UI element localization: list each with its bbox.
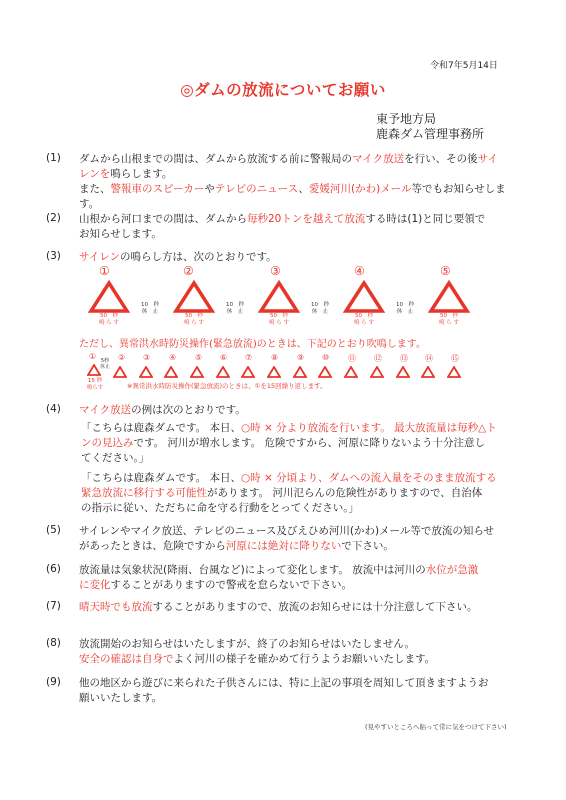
siren-triangle-small-icon <box>344 366 358 378</box>
siren-triangle-icon <box>343 280 385 314</box>
date: 令和7年5月14日 <box>430 61 498 71</box>
rest-duration-label: 10 秒 休 止 <box>396 302 414 315</box>
emergency-step-1: ① <box>89 352 97 361</box>
emergency-note: ただし、異常洪水時防災操作(緊急放流)のときは、下記のとおり吹鳴します。 <box>79 339 427 350</box>
section-4-text: マイク放送の例は次のとおりです。 <box>79 404 246 416</box>
item-number-9: (9) <box>46 676 61 688</box>
siren-triangle-small-icon <box>421 366 435 378</box>
sound-duration-label: 50 秒 鳴 ら す <box>184 313 204 326</box>
section-9-text: 他の地区から遊びに来られた子供さんには、特に上記の事項を周知して頂きますようお 願いいたします。 <box>79 677 489 704</box>
item-number-1: (1) <box>46 152 61 164</box>
issuer-dam-office: 鹿森ダム管理事務所 <box>376 127 485 141</box>
rest-duration-label: 10 秒 休 止 <box>141 302 159 315</box>
section-1-text: ダムから山根までの間は、ダムから放流する前に警報局のマイク放送を行い、その後サイ レンを鳴らします。 また、警報車のスピーカーやテレビのニュース、愛媛河川(かわ)メール等でもお知らせします。 <box>79 153 506 210</box>
emergency-step-5: ⑤ <box>195 353 203 362</box>
issuer-office: 東予地方局 <box>376 112 437 126</box>
item-number-2: (2) <box>46 212 61 224</box>
siren-triangle-small-icon <box>216 366 230 378</box>
item-number-3: (3) <box>46 250 61 262</box>
emergency-step-2: ② <box>118 353 126 362</box>
section-7-text: 晴天時でも放流することがありますので、放流のお知らせには十分注意して下さい。 <box>79 601 478 613</box>
section-6-text: 放流量は気象状況(降雨、台風など)によって変化します。 放流中は河川の水位が急激 に変化することがありますので警戒を怠らないで下さい。 <box>79 564 479 591</box>
siren-triangle-icon <box>88 280 130 314</box>
item-number-7: (7) <box>46 600 61 612</box>
emergency-footnote: ※異常洪水時防災操作(緊急放流)のときは、①を15回繰り返します。 <box>127 382 327 390</box>
section-5-text: サイレンやマイク放送、テレビのニュース及びえひめ河川(かわ)メール等で放流の知らせ があったときは、危険ですから河原には絶対に降りないで下さい。 <box>79 525 495 552</box>
siren-triangle-icon <box>258 280 300 314</box>
emergency-sound-label: 15 秒 鳴らす <box>86 378 104 391</box>
siren-triangle-small-icon <box>139 366 153 378</box>
siren-triangle-icon <box>173 280 215 314</box>
section-3-text: サイレンの鳴らし方は、次のとおりです。 <box>79 251 277 263</box>
siren-triangle-small-icon <box>241 366 255 378</box>
sound-duration-label: 50 秒 鳴 ら す <box>439 313 459 326</box>
emergency-step-14: ⑭ <box>425 354 433 363</box>
sound-duration-label: 50 秒 鳴 ら す <box>269 313 289 326</box>
section-2-text: 山根から河口までの間は、ダムから毎秒20トンを越えて放流する時は(1)と同じ要領で お知らせします。 <box>79 213 486 240</box>
emergency-step-15: ⑮ <box>451 354 459 363</box>
sound-duration-label: 50 秒 鳴 ら す <box>354 313 374 326</box>
emergency-step-8: ⑧ <box>271 353 279 362</box>
rest-duration-label: 10 秒 休 止 <box>226 302 244 315</box>
item-number-5: (5) <box>46 524 61 536</box>
siren-triangle-small-icon <box>370 366 384 378</box>
siren-triangle-small-icon <box>267 366 281 378</box>
siren-triangle-icon <box>428 280 470 314</box>
sound-duration-label: 50 秒 鳴 ら す <box>99 313 119 326</box>
item-number-4: (4) <box>46 403 61 415</box>
siren-step-5: ⑤ <box>440 264 451 278</box>
siren-step-3: ③ <box>270 264 281 278</box>
broadcast-example-1: 「こちらは鹿森ダムです。 本日、○時 × 分より放流を行います。 最大放流量は毎秒△ト ンの見込みです。 河川が増水します。 危険ですから、河原に降りないよう十分注意し てください。」 <box>81 422 497 464</box>
siren-triangle-small-icon <box>396 366 410 378</box>
siren-triangle-small-icon <box>190 366 204 378</box>
siren-step-1: ① <box>99 264 110 278</box>
footer-note: (見やすいところへ貼って常に気をつけて下さい) <box>365 723 507 731</box>
siren-triangle-small-icon <box>318 366 332 378</box>
emergency-step-9: ⑨ <box>297 353 305 362</box>
emergency-step-4: ④ <box>169 353 177 362</box>
siren-triangle-small-icon <box>447 366 461 378</box>
siren-step-2: ② <box>183 264 194 278</box>
page-title: ◎ダムの放流についてお願い <box>180 81 386 99</box>
siren-triangle-small-icon <box>164 366 178 378</box>
emergency-step-3: ③ <box>143 353 151 362</box>
emergency-step-7: ⑦ <box>245 353 253 362</box>
emergency-step-11: ⑪ <box>348 354 356 363</box>
item-number-6: (6) <box>46 563 61 575</box>
rest-duration-label: 10 秒 休 止 <box>311 302 329 315</box>
emergency-step-12: ⑫ <box>374 354 382 363</box>
siren-step-4: ④ <box>354 264 365 278</box>
broadcast-example-2: 「こちらは鹿森ダムです。 本日、○時 × 分頃より、ダムへの流入量をそのまま放流する 緊急放流に移行する可能性があります。 河川氾らんの危険性がありますので、自治体 の指示に従い、ただちに命を守る行動をとってください。」 <box>81 472 497 514</box>
emergency-step-13: ⑬ <box>400 354 408 363</box>
item-number-8: (8) <box>46 637 61 649</box>
siren-triangle-small-icon <box>293 366 307 378</box>
emergency-rest-label: 5秒 休止 <box>99 358 110 370</box>
emergency-step-6: ⑥ <box>220 353 228 362</box>
emergency-step-10: ⑩ <box>322 353 330 362</box>
siren-triangle-small-icon <box>113 366 127 378</box>
section-8-text: 放流開始のお知らせはいたしますが、終了のお知らせはいたしません。 安全の確認は自身でよく河川の様子を確かめて行うようお願いいたします。 <box>79 638 436 665</box>
